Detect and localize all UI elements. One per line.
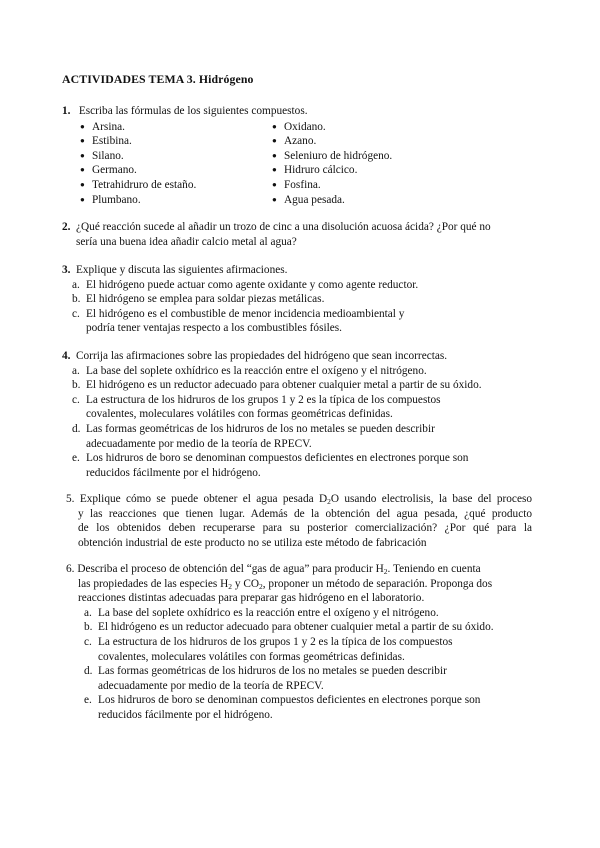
question-3 <box>62 263 532 336</box>
question-text: Explique y discuta las siguientes afirmaciones. <box>76 264 288 276</box>
bullet-icon: ● <box>272 194 277 204</box>
title-main: ACTIVIDADES TEMA 3. <box>62 72 196 86</box>
question-number: 4. <box>62 350 71 362</box>
question-number: 5. <box>66 493 75 505</box>
bullet-icon: ● <box>80 150 85 160</box>
question-text-line: de los obtenidos deben recuperarse para su posterior comercialización? ¿Por qué para la <box>78 522 532 535</box>
question-text-line: sería una buena idea añadir calcio metal al agua? <box>76 235 297 248</box>
list-item-continuation: covalentes, moleculares volátiles con formas geométricas definidas. <box>98 650 405 663</box>
question-text-line: obtención industrial de este producto no se utiliza este método de fabricación <box>78 536 427 549</box>
question-text-line: las propiedades de las especies $H_2$ y $CO_2$, proponer un método de separación. Proponga dos <box>78 577 493 591</box>
question-number: 1. <box>62 105 71 117</box>
list-item: b. El hidrógeno se emplea para soldar piezas metálicas. <box>72 293 325 306</box>
list-item: ● Plumbano. <box>80 193 141 206</box>
list-item: ● Seleniuro de hidrógeno. <box>272 149 393 162</box>
list-item-continuation: podría tener ventajas respecto a los combustibles fósiles. <box>86 322 342 335</box>
list-item: c. El hidrógeno es el combustible de menor incidencia medioambiental y <box>72 307 405 320</box>
list-item: b. El hidrógeno es un reductor adecuado para obtener cualquier metal a partir de su óxido. <box>84 621 494 634</box>
bullet-icon: ● <box>272 179 277 189</box>
list-item: e. Los hidruros de boro se denominan compuestos deficientes en electrones porque son <box>84 694 481 707</box>
compound-list <box>80 120 532 208</box>
list-item: a. La base del soplete oxhídrico es la reacción entre el oxígeno y el nitrógeno. <box>72 364 427 377</box>
list-item: d. Las formas geométricas de los hidruros de los no metales se pueden describir <box>72 422 435 435</box>
bullet-icon: ● <box>272 121 277 131</box>
question-1 <box>62 104 532 207</box>
list-item: ● Arsina. <box>80 120 125 133</box>
question-number: 6. <box>66 563 75 575</box>
list-item: d. Las formas geométricas de los hidruros de los no metales se pueden describir <box>84 665 447 678</box>
list-item-continuation: reducidos fácilmente por el hidrógeno. <box>86 466 261 479</box>
question-number: 3. <box>62 264 71 276</box>
list-item: ● Azano. <box>272 135 317 148</box>
bullet-icon: ● <box>80 165 85 175</box>
list-item: a. El hidrógeno puede actuar como agente oxidante y como agente reductor. <box>72 278 419 291</box>
compound-column-left <box>80 120 272 208</box>
list-item: e. Los hidruros de boro se denominan compuestos deficientes en electrones porque son <box>72 452 469 465</box>
list-item: ● Estibina. <box>80 135 132 148</box>
list-item: ● Silano. <box>80 149 124 162</box>
question-text: Escriba las fórmulas de los siguientes compuestos. <box>78 105 308 117</box>
compound-column-right <box>272 120 464 208</box>
list-item: b. El hidrógeno es un reductor adecuado para obtener cualquier metal a partir de su óxido. <box>72 379 482 392</box>
list-item-continuation: adecuadamente por medio de la teoría de RPECV. <box>98 679 324 692</box>
title-topic: Hidrógeno <box>198 72 254 86</box>
question-2 <box>62 220 532 249</box>
bullet-icon: ● <box>272 165 277 175</box>
question-6: 6. Describa el proceso de obtención del “gas de agua” para producir $H_2$. Teniendo en cuenta las propiedades de las especies $H_2$ y $CO_2$, proponer un método de separación. Proponga dos reacciones distintas adecuadas para preparar gas hidrógeno en el laboratorio. a. La base del soplete oxhídrico es la reacción entre el oxígeno y el nitrógeno. b. El hidrógeno es un reductor adecuado para obtener cualquier metal a partir de su óxido. c. La estructura de los hidruros de los grupos 1 y 2 es la típica de los compuestos covalentes, moleculares volátiles con formas geométricas definidas. d. Las formas geométricas de los hidruros de los no metales se pueden describir adecuadamente por medio de la teoría de RPECV. e. Los hidruros de boro se denominan compuestos deficientes en electrones porque son reducidos fácilmente por el hidrógeno. <box>66 562 536 723</box>
document-title <box>62 72 254 87</box>
list-item: ● Agua pesada. <box>272 193 345 206</box>
question-5: 5. Explique cómo se puede obtener el agua pesada $D_2O$ usando electrolisis, la base del proceso y las reacciones que tienen lugar. Además de la obtención del agua pesada, ¿qué producto de los obtenidos deben recuperarse para su posterior comercialización? ¿Por qué para la obtención industrial de este producto no se utiliza este método de fabricación <box>66 493 533 549</box>
bullet-icon: ● <box>80 194 85 204</box>
bullet-icon: ● <box>272 136 277 146</box>
question-text-line: ¿Qué reacción sucede al añadir un trozo de cinc a una disolución acuosa ácida? ¿Por qué no <box>76 221 491 233</box>
bullet-icon: ● <box>80 121 85 131</box>
list-item: a. La base del soplete oxhídrico es la reacción entre el oxígeno y el nitrógeno. <box>84 606 439 619</box>
bullet-icon: ● <box>80 179 85 189</box>
list-item: ● Germano. <box>80 164 137 177</box>
question-4 <box>62 349 552 480</box>
list-item: ● Oxidano. <box>272 120 326 133</box>
list-item: ● Hidruro cálcico. <box>272 164 358 177</box>
list-item-continuation: reducidos fácilmente por el hidrógeno. <box>98 708 273 721</box>
question-number: 2. <box>62 221 71 233</box>
question-text-line: reacciones distintas adecuadas para preparar gas hidrógeno en el laboratorio. <box>78 592 425 605</box>
list-item: c. La estructura de los hidruros de los grupos 1 y 2 es la típica de los compuestos <box>72 393 441 406</box>
bullet-icon: ● <box>80 136 85 146</box>
list-item: ● Fosfina. <box>272 178 321 191</box>
list-item: ● Tetrahidruro de estaño. <box>80 178 197 191</box>
list-item-continuation: covalentes, moleculares volátiles con formas geométricas definidas. <box>86 408 393 421</box>
bullet-icon: ● <box>272 150 277 160</box>
question-text-line: y las reacciones que tienen lugar. Además de la obtención del agua pesada, ¿qué producto <box>78 507 532 520</box>
list-item: c. La estructura de los hidruros de los grupos 1 y 2 es la típica de los compuestos <box>84 635 453 648</box>
list-item-continuation: adecuadamente por medio de la teoría de RPECV. <box>86 437 312 450</box>
question-text: Corrija las afirmaciones sobre las propiedades del hidrógeno que sean incorrectas. <box>76 350 448 362</box>
